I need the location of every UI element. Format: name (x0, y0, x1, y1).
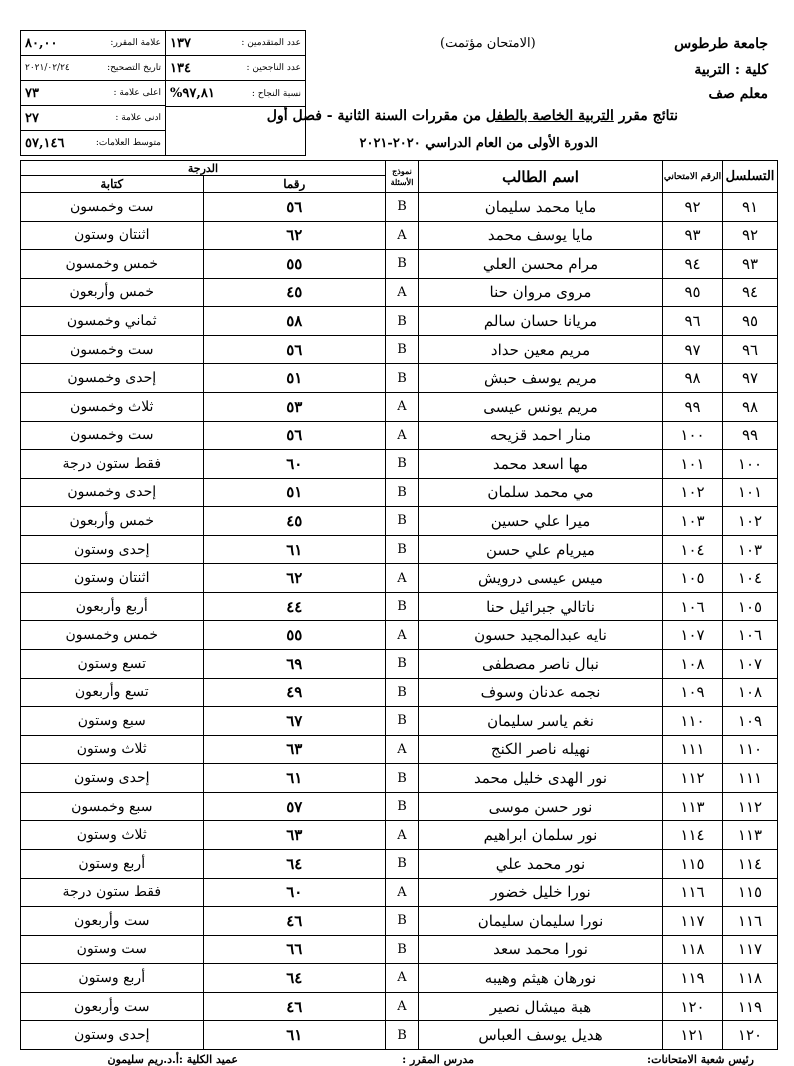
cell-exam-no: ٩٦ (663, 307, 723, 336)
cell-grade-words: ست وخمسون (21, 421, 204, 450)
stat-highest-label: اعلى علامة : (113, 88, 161, 98)
stat-pass-rate-label: نسبة النجاح : (251, 88, 301, 99)
table-row (21, 592, 778, 621)
table-row (21, 507, 778, 536)
cell-student-name: نهيله ناصر الكنج (419, 735, 663, 764)
stat-passed (166, 56, 305, 81)
cell-exam-no: ١٠٨ (663, 650, 723, 679)
cell-student-name: ميريام علي حسن (419, 535, 663, 564)
cell-student-name: نورا سليمان سليمان (419, 907, 663, 936)
cell-model: B (386, 707, 419, 736)
cell-seq: ١٢٠ (723, 1021, 778, 1050)
stats-column-counts (165, 31, 305, 155)
col-header-seq: التسلسل (723, 161, 778, 193)
cell-grade-num: ٥٣ (203, 392, 386, 421)
cell-exam-no: ١١٦ (663, 878, 723, 907)
cell-seq: ١٠٧ (723, 650, 778, 679)
footer-course-teacher: مدرس المقرر : (402, 1053, 474, 1066)
cell-grade-words: إحدى وخمسون (21, 364, 204, 393)
title-course: التربية الخاصة بالطفل (485, 108, 614, 124)
cell-exam-no: ١٢٠ (663, 992, 723, 1021)
cell-grade-words: ست وستون (21, 935, 204, 964)
cell-exam-no: ١١٩ (663, 964, 723, 993)
cell-grade-num: ٥٨ (203, 307, 386, 336)
table-row (21, 878, 778, 907)
cell-student-name: نور حسن موسى (419, 792, 663, 821)
stat-highest (21, 81, 165, 106)
cell-grade-words: سبع وستون (21, 707, 204, 736)
cell-exam-no: ٩٢ (663, 193, 723, 222)
cell-grade-num: ٥٦ (203, 193, 386, 222)
cell-student-name: هبة ميشال نصير (419, 992, 663, 1021)
cell-grade-num: ٦٤ (203, 849, 386, 878)
cell-exam-no: ١٠٥ (663, 564, 723, 593)
cell-grade-num: ٦٢ (203, 221, 386, 250)
cell-exam-no: ١١٠ (663, 707, 723, 736)
stat-passed-value: ١٣٤ (170, 60, 191, 76)
cell-grade-num: ٦١ (203, 1021, 386, 1050)
cell-grade-num: ٦٠ (203, 450, 386, 479)
cell-student-name: نبال ناصر مصطفى (419, 650, 663, 679)
cell-grade-words: إحدى وخمسون (21, 478, 204, 507)
stat-average-label: متوسط العلامات: (95, 138, 161, 148)
cell-exam-no: ٩٨ (663, 364, 723, 393)
exam-status: (الامتحان مؤتمت) (440, 36, 536, 51)
stat-lowest (21, 106, 165, 131)
cell-model: A (386, 221, 419, 250)
cell-seq: ١١٦ (723, 907, 778, 936)
cell-grade-num: ٦٣ (203, 821, 386, 850)
table-row (21, 193, 778, 222)
cell-model: A (386, 992, 419, 1021)
table-row (21, 535, 778, 564)
cell-exam-no: ٩٤ (663, 250, 723, 279)
cell-seq: ١٠٥ (723, 592, 778, 621)
cell-model: B (386, 364, 419, 393)
col-header-exam-no: الرقم الامتحاني (663, 161, 723, 193)
table-row (21, 764, 778, 793)
cell-seq: ١١٢ (723, 792, 778, 821)
cell-model: A (386, 964, 419, 993)
cell-grade-num: ٥٦ (203, 335, 386, 364)
cell-model: B (386, 678, 419, 707)
cell-exam-no: ١٠٤ (663, 535, 723, 564)
cell-grade-num: ٥٦ (203, 421, 386, 450)
table-row (21, 278, 778, 307)
stat-course-mark (21, 31, 165, 56)
cell-seq: ١٠٩ (723, 707, 778, 736)
table-row (21, 392, 778, 421)
table-row (21, 821, 778, 850)
cell-exam-no: ١١٤ (663, 821, 723, 850)
table-row (21, 964, 778, 993)
col-header-model: نموذج الأسئلة (386, 161, 419, 193)
cell-grade-num: ٥٧ (203, 792, 386, 821)
cell-student-name: نجمه عدنان وسوف (419, 678, 663, 707)
document-subtitle: الدورة الأولى من العام الدراسي ٢٠٢٠-٢٠٢١ (359, 136, 598, 151)
cell-seq: ١٠٣ (723, 535, 778, 564)
cell-model: B (386, 592, 419, 621)
cell-model: A (386, 278, 419, 307)
col-header-grade-words: كتابة (21, 176, 204, 193)
cell-seq: ٩٥ (723, 307, 778, 336)
cell-seq: ٩٨ (723, 392, 778, 421)
cell-grade-num: ٤٤ (203, 592, 386, 621)
cell-grade-num: ٥٥ (203, 250, 386, 279)
cell-model: A (386, 621, 419, 650)
table-row (21, 678, 778, 707)
table-row (21, 907, 778, 936)
table-row (21, 735, 778, 764)
cell-student-name: مها اسعد محمد (419, 450, 663, 479)
cell-seq: ١٠٢ (723, 507, 778, 536)
cell-seq: ٩٩ (723, 421, 778, 450)
cell-grade-num: ٤٥ (203, 278, 386, 307)
cell-grade-words: إحدى وستون (21, 535, 204, 564)
cell-seq: ١١٥ (723, 878, 778, 907)
cell-seq: ٩٦ (723, 335, 778, 364)
stat-correction-date (21, 56, 165, 81)
cell-model: B (386, 478, 419, 507)
cell-grade-words: فقط ستون درجة (21, 450, 204, 479)
cell-grade-words: أربع وستون (21, 849, 204, 878)
cell-student-name: مروى مروان حنا (419, 278, 663, 307)
cell-seq: ١١٧ (723, 935, 778, 964)
cell-student-name: نغم ياسر سليمان (419, 707, 663, 736)
col-header-name: اسم الطالب (419, 161, 663, 193)
cell-grade-words: تسع وستون (21, 650, 204, 679)
cell-grade-words: خمس وأربعون (21, 278, 204, 307)
cell-model: B (386, 307, 419, 336)
col-header-grade: الدرجة (21, 161, 386, 176)
cell-model: A (386, 564, 419, 593)
stat-pass-rate (166, 81, 305, 106)
stat-pass-rate-value: %٩٧,٨١ (170, 86, 215, 101)
cell-exam-no: ٩٩ (663, 392, 723, 421)
cell-model: A (386, 878, 419, 907)
stat-course-mark-value: ٨٠,٠٠ (25, 35, 58, 51)
cell-grade-num: ٤٦ (203, 992, 386, 1021)
table-row (21, 307, 778, 336)
cell-exam-no: ١٠٦ (663, 592, 723, 621)
stat-average (21, 131, 165, 155)
cell-grade-num: ٥١ (203, 478, 386, 507)
cell-seq: ١١٠ (723, 735, 778, 764)
cell-model: A (386, 735, 419, 764)
cell-model: B (386, 1021, 419, 1050)
cell-student-name: ناتالي جبرائيل حنا (419, 592, 663, 621)
cell-grade-num: ٥٥ (203, 621, 386, 650)
header-row (21, 161, 778, 176)
cell-student-name: نور سلمان ابراهيم (419, 821, 663, 850)
cell-student-name: هديل يوسف العباس (419, 1021, 663, 1050)
cell-exam-no: ٩٥ (663, 278, 723, 307)
cell-exam-no: ٩٧ (663, 335, 723, 364)
cell-exam-no: ١٠٣ (663, 507, 723, 536)
cell-grade-num: ٦٧ (203, 707, 386, 736)
table-row (21, 364, 778, 393)
stat-correction-date-label: تاريخ التصحيح: (107, 63, 161, 73)
stat-lowest-label: ادنى علامة : (115, 113, 161, 123)
cell-exam-no: ١١٣ (663, 792, 723, 821)
cell-seq: ١١٨ (723, 964, 778, 993)
cell-model: B (386, 935, 419, 964)
cell-seq: ٩٧ (723, 364, 778, 393)
cell-grade-words: سبع وخمسون (21, 792, 204, 821)
table-row (21, 1021, 778, 1050)
cell-grade-words: اثنتان وستون (21, 221, 204, 250)
cell-grade-num: ٦٦ (203, 935, 386, 964)
table-row (21, 621, 778, 650)
cell-grade-num: ٦١ (203, 764, 386, 793)
cell-student-name: نايه عبدالمجيد حسون (419, 621, 663, 650)
cell-grade-num: ٥١ (203, 364, 386, 393)
table-row (21, 935, 778, 964)
cell-exam-no: ١١١ (663, 735, 723, 764)
cell-student-name: نورا خليل خضور (419, 878, 663, 907)
table-row (21, 335, 778, 364)
table-row (21, 992, 778, 1021)
table-row (21, 421, 778, 450)
cell-model: A (386, 392, 419, 421)
cell-model: B (386, 450, 419, 479)
cell-grade-words: فقط ستون درجة (21, 878, 204, 907)
cell-grade-words: ست وخمسون (21, 193, 204, 222)
title-suffix: من مقررات السنة الثانية - فصل أول (266, 108, 482, 124)
cell-student-name: نورهان هيثم وهيبه (419, 964, 663, 993)
cell-seq: ١٠٤ (723, 564, 778, 593)
cell-student-name: ميرا علي حسين (419, 507, 663, 536)
cell-grade-num: ٦٩ (203, 650, 386, 679)
table-row (21, 478, 778, 507)
cell-grade-words: إحدى وستون (21, 1021, 204, 1050)
cell-exam-no: ١١٧ (663, 907, 723, 936)
cell-grade-words: ثماني وخمسون (21, 307, 204, 336)
stat-average-value: ٥٧,١٤٦ (25, 135, 65, 151)
cell-student-name: نور محمد علي (419, 849, 663, 878)
cell-grade-words: ست وأربعون (21, 992, 204, 1021)
cell-model: B (386, 535, 419, 564)
cell-grade-num: ٦٢ (203, 564, 386, 593)
stat-applicants-label: عدد المتقدمين : (241, 38, 301, 49)
department-name: معلم صف (708, 86, 768, 102)
table-row (21, 650, 778, 679)
cell-exam-no: ١١٨ (663, 935, 723, 964)
title-prefix: نتائج مقرر (618, 108, 678, 124)
cell-exam-no: ١٠٧ (663, 621, 723, 650)
cell-model: B (386, 792, 419, 821)
cell-grade-num: ٦٠ (203, 878, 386, 907)
cell-seq: ١٠٨ (723, 678, 778, 707)
cell-grade-num: ٤٥ (203, 507, 386, 536)
university-name: جامعة طرطوس (674, 36, 768, 52)
stat-course-mark-label: علامة المقرر: (110, 38, 161, 48)
cell-grade-words: خمس وأربعون (21, 507, 204, 536)
cell-seq: ٩٣ (723, 250, 778, 279)
cell-exam-no: ٩٣ (663, 221, 723, 250)
cell-seq: ٩٤ (723, 278, 778, 307)
cell-student-name: مريم يوسف حبش (419, 364, 663, 393)
stats-box (20, 30, 306, 156)
cell-grade-words: خمس وخمسون (21, 250, 204, 279)
cell-model: B (386, 849, 419, 878)
footer-exams-head: رئيس شعبة الامتحانات: (647, 1053, 754, 1066)
cell-student-name: مريم يونس عيسى (419, 392, 663, 421)
col-header-grade-num: رقما (203, 176, 386, 193)
table-row (21, 221, 778, 250)
cell-student-name: مرام محسن العلي (419, 250, 663, 279)
cell-grade-num: ٦٣ (203, 735, 386, 764)
cell-grade-num: ٤٦ (203, 907, 386, 936)
cell-exam-no: ١٠١ (663, 450, 723, 479)
cell-student-name: منار احمد قزيحه (419, 421, 663, 450)
cell-student-name: مايا يوسف محمد (419, 221, 663, 250)
cell-student-name: مي محمد سلمان (419, 478, 663, 507)
cell-student-name: ميس عيسى درويش (419, 564, 663, 593)
stat-applicants-value: ١٣٧ (170, 35, 191, 51)
cell-model: B (386, 650, 419, 679)
cell-seq: ١١٤ (723, 849, 778, 878)
cell-model: B (386, 764, 419, 793)
cell-exam-no: ١٠٢ (663, 478, 723, 507)
cell-grade-num: ٦٤ (203, 964, 386, 993)
cell-exam-no: ١١٥ (663, 849, 723, 878)
cell-grade-words: اثنتان وستون (21, 564, 204, 593)
cell-model: B (386, 193, 419, 222)
cell-student-name: نور الهدى خليل محمد (419, 764, 663, 793)
cell-grade-words: ست وأربعون (21, 907, 204, 936)
table-row (21, 792, 778, 821)
cell-grade-num: ٤٩ (203, 678, 386, 707)
footer-dean: عميد الكلية :أ.د.ريم سليمون (107, 1053, 238, 1066)
cell-grade-words: ثلاث وستون (21, 735, 204, 764)
stat-applicants (166, 31, 305, 56)
cell-model: A (386, 421, 419, 450)
cell-model: A (386, 821, 419, 850)
cell-seq: ١١١ (723, 764, 778, 793)
cell-exam-no: ١١٢ (663, 764, 723, 793)
cell-grade-words: إحدى وستون (21, 764, 204, 793)
cell-seq: ١١٩ (723, 992, 778, 1021)
cell-exam-no: ١٠٠ (663, 421, 723, 450)
cell-grade-words: تسع وأربعون (21, 678, 204, 707)
cell-model: B (386, 507, 419, 536)
cell-grade-words: ثلاث وستون (21, 821, 204, 850)
cell-grade-words: خمس وخمسون (21, 621, 204, 650)
cell-grade-words: أربع وستون (21, 964, 204, 993)
stat-correction-date-value: ٢٠٢١/٠٢/٢٤ (25, 63, 70, 73)
cell-student-name: مريانا حسان سالم (419, 307, 663, 336)
cell-seq: ١٠١ (723, 478, 778, 507)
cell-model: B (386, 335, 419, 364)
cell-seq: ١١٣ (723, 821, 778, 850)
cell-seq: ٩١ (723, 193, 778, 222)
table-row (21, 450, 778, 479)
table-body (21, 193, 778, 1050)
cell-student-name: نورا محمد سعد (419, 935, 663, 964)
cell-seq: ٩٢ (723, 221, 778, 250)
cell-seq: ١٠٠ (723, 450, 778, 479)
stat-empty-2 (166, 131, 305, 155)
faculty-name: كلية : التربية (694, 62, 768, 78)
cell-student-name: مريم معين حداد (419, 335, 663, 364)
table-row (21, 849, 778, 878)
cell-model: B (386, 250, 419, 279)
stats-column-marks (21, 31, 165, 155)
table-row (21, 250, 778, 279)
cell-grade-words: أربع وأربعون (21, 592, 204, 621)
stat-highest-value: ٧٣ (25, 85, 39, 101)
table-row (21, 707, 778, 736)
cell-student-name: مايا محمد سليمان (419, 193, 663, 222)
cell-grade-num: ٦١ (203, 535, 386, 564)
stat-lowest-value: ٢٧ (25, 110, 39, 126)
table-row (21, 564, 778, 593)
stat-passed-label: عدد الناجحين : (246, 63, 301, 74)
cell-grade-words: ثلاث وخمسون (21, 392, 204, 421)
document-title (267, 108, 678, 124)
grades-table (20, 160, 778, 1050)
cell-model: B (386, 907, 419, 936)
cell-seq: ١٠٦ (723, 621, 778, 650)
cell-exam-no: ١٠٩ (663, 678, 723, 707)
cell-grade-words: ست وخمسون (21, 335, 204, 364)
cell-exam-no: ١٢١ (663, 1021, 723, 1050)
